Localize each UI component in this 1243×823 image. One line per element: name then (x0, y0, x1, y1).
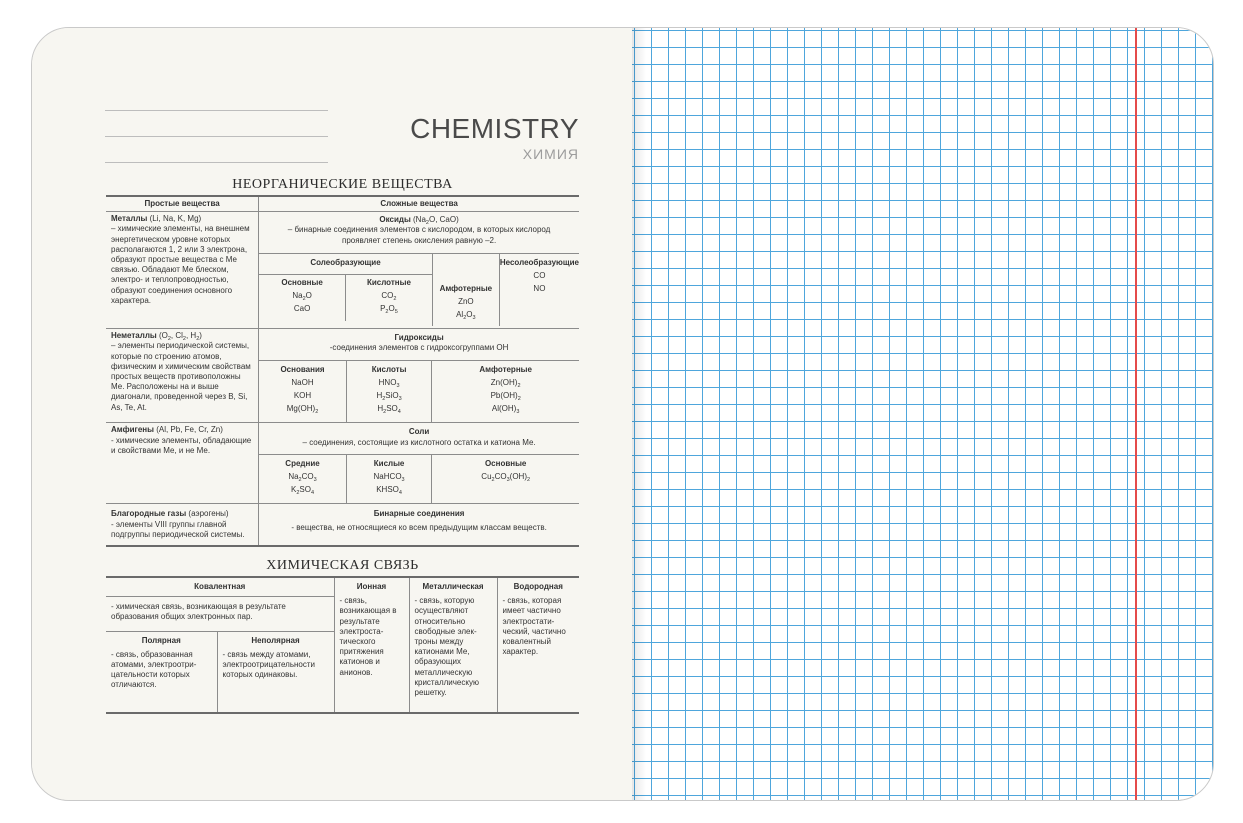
noble-cell (106, 504, 259, 546)
acids-cell: Кислоты $HNO_3$ $H_2SiO_3$ $H_2SO_4$ (346, 360, 432, 423)
metals-list: (Li, Na, K, Mg) (149, 214, 202, 224)
col-simple: Простые вещества (106, 196, 259, 212)
write-line (105, 110, 328, 136)
inorganic-table (106, 195, 579, 547)
nonmetals-name: Неметаллы (111, 331, 157, 341)
basic-salts-label: Основные (484, 458, 527, 468)
polar-cell (106, 631, 217, 713)
salts-cell (259, 423, 579, 454)
metallic-cell (409, 577, 497, 713)
metallic-desc: - связь, которую осуществляют относительно свободные элек-троны между катионами Ме, образующих металлическую кристаллическую решетку. (414, 596, 479, 698)
polar-desc: - связь, образованная атомами, электроотри-цательности которых отличаются. (111, 649, 197, 690)
non-salt-item: CO (533, 271, 546, 280)
metals-cell (106, 212, 259, 329)
nonpolar-cell (217, 631, 334, 713)
ionic-cell (334, 577, 409, 713)
metals-name: Металлы (111, 214, 148, 224)
title-en: CHEMISTRY (410, 113, 579, 144)
margin-line (1135, 28, 1137, 800)
grid-page (632, 28, 1213, 800)
amph-hydroxides-cell: Амфотерные $Zn(OH)_2$ $Pb(OH)_2$ $Al(OH)_3$ (432, 360, 579, 423)
oxides-amph-wrap (432, 253, 579, 328)
salt-forming-label: Солеобразующие (259, 254, 432, 275)
hydroxides-name: Гидроксиды (394, 333, 444, 343)
hydrogen-name: Водородная (513, 582, 563, 591)
metallic-name: Металлическая (422, 582, 484, 591)
bond-table (106, 576, 579, 714)
bases-item: KOH (293, 391, 312, 401)
metals-desc: – химические элементы, на внешнем энергетическом уровне которых располагаются 1, 2 или 3 электрона, образуют простые вещества с Ме связью. Обладают Ме блеском, электро- и теплопроводностью, образуют соединения основного характера. (111, 224, 250, 305)
salts-desc: – соединения, состоящие из кислотного остатка и катиона Ме. (302, 437, 536, 447)
salt-forming-cell (259, 253, 432, 328)
noble-name: Благородные газы (111, 509, 187, 519)
hydrogen-desc: - связь, которая имеет частично электростати-ческий, частично ковалентный характер. (502, 596, 566, 657)
acidic-salts-cell: Кислые NaHCO$_3$ $KHSO_4$ (346, 454, 432, 504)
oxides-desc: – бинарные соединения элементов с кислородом, в которых кислород проявляет степень окисления равную –2. (287, 225, 551, 245)
covalent-cell (106, 577, 334, 631)
non-salt-item: NO (533, 284, 546, 294)
title-block (319, 113, 579, 162)
oxides-basic-label: Основные (281, 278, 323, 287)
bases-item: NaOH (291, 377, 314, 387)
acidic-salt-item: KHSO (376, 485, 399, 495)
amphigens-name: Амфигены (111, 425, 154, 435)
col-complex: Сложные вещества (259, 196, 579, 212)
covalent-name: Ковалентная (106, 578, 334, 597)
amphigens-cell (106, 423, 259, 504)
oxides-acidic-label: Кислотные (366, 278, 411, 287)
section-title-bond: ХИМИЧЕСКАЯ СВЯЗЬ (266, 558, 419, 573)
oxides-basic: Основные $Na_2O$ CaO (259, 275, 345, 321)
ionic-desc: - связь, возникающая в результате электроста-тического притяжения катионов и анионов. (339, 596, 397, 677)
amphigens-list: (Al, Pb, Fe, Cr, Zn) (156, 425, 223, 435)
hydroxides-desc: -соединения элементов с гидроксогруппами ОН (329, 343, 509, 353)
medium-salts-label: Средние (285, 458, 320, 468)
polar-name: Полярная (141, 635, 181, 645)
oxides-name: Оксиды (379, 215, 411, 225)
binary-name: Бинарные соединения (373, 509, 465, 519)
acids-label: Кислоты (371, 364, 407, 374)
binary-desc: - вещества, не относящиеся ко всем предыдущим классам веществ. (291, 522, 547, 532)
cover-page (32, 28, 632, 800)
basic-salts-cell: Основные $Cu_2CO_3(OH)_2$ (432, 454, 579, 504)
acidic-salts-label: Кислые (373, 458, 405, 468)
title-ru: ХИМИЯ (522, 146, 579, 162)
bases-cell: Основания NaOH KOH $Mg(OH)_2$ (259, 360, 347, 423)
binary-cell (259, 504, 579, 546)
write-line (105, 136, 328, 162)
hydroxides-cell (259, 329, 579, 360)
nonmetals-desc: – элементы периодической системы, которые по строению атомов, физическим и химическим свойствам простых веществ противоположны Ме. Расположены на и выше диагонали, проведенной через B, Si, As, Te, At. (111, 341, 251, 412)
amph-hydroxides-label: Амфотерные (479, 364, 532, 374)
non-salt-forming-label: Несолеобразующие (499, 257, 579, 267)
acidic-salt-item: NaHCO (373, 472, 402, 482)
hydrogen-cell (497, 577, 579, 713)
amphigens-desc: - химические элементы, обладающие и свойствами Ме, и не Ме. (111, 435, 252, 455)
nonpolar-desc: - связь между атомами, электроотрицательности которых одинаковы. (222, 649, 315, 680)
covalent-desc: - химическая связь, возникающая в результате образования общих электронных пар. (111, 602, 286, 622)
bases-label: Основания (280, 364, 325, 374)
nonmetals-cell: Неметаллы ($O_2$, $Cl_2$, $H_2$) – элементы периодической системы, которые по строению атомов, физическим и химическим свойствам простых веществ противоположны Ме. Расположены на и выше диагонали, проведенной через B, Si, As, Te, At. (106, 329, 259, 423)
section-title-inorganic: НЕОРГАНИЧЕСКИЕ ВЕЩЕСТВА (232, 177, 453, 192)
noble-desc: - элементы VIII группы главной подгруппы периодической системы. (111, 519, 245, 539)
oxides-amphoteric-label: Амфотерные (439, 283, 493, 293)
oxides-acidic: Кислотные $CO_2$ $P_2O_5$ (345, 275, 432, 321)
notebook-spread (31, 27, 1214, 801)
oxides-amphoteric: Амфотерные ZnO $Al_2O_3$ (432, 254, 499, 327)
noble-list: (аэрогены) (188, 509, 229, 519)
oxides-cell: Оксиды ($Na_2O$, CaO) – бинарные соединения элементов с кислородом, в которых кислород проявляет степень окисления равную –2. (259, 212, 579, 254)
salts-name: Соли (408, 427, 430, 437)
nonpolar-name: Неполярная (251, 635, 300, 645)
medium-salts-cell: Средние $Na_2CO_3$ $K_2SO_4$ (259, 454, 347, 504)
ionic-name: Ионная (356, 582, 387, 591)
non-salt-forming (499, 254, 579, 327)
